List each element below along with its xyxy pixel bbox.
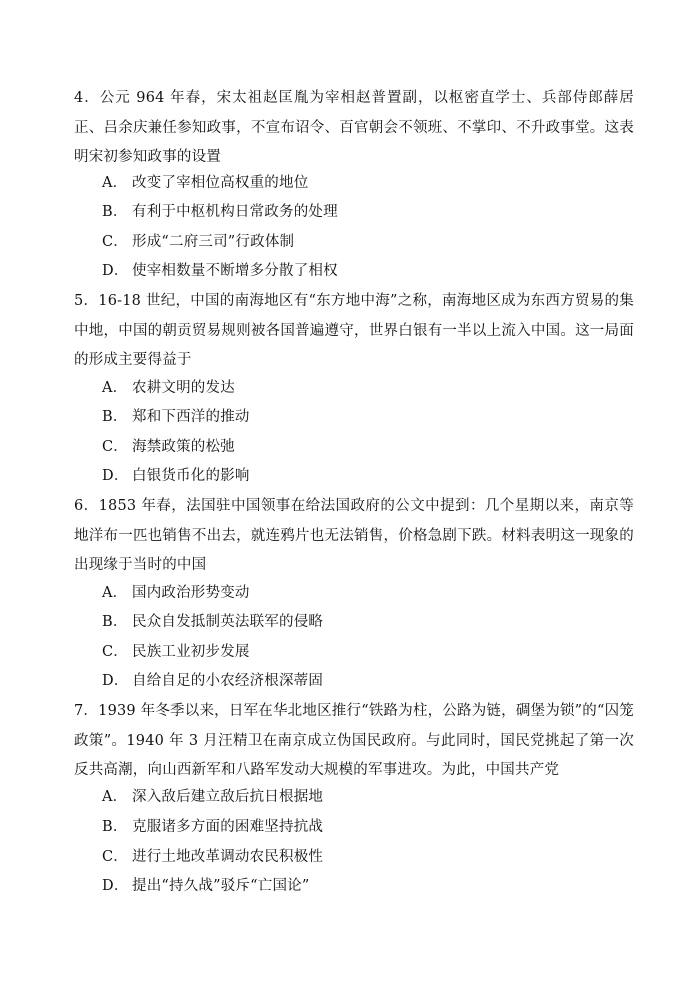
question-4-option-b[interactable] <box>102 202 338 222</box>
option-text: 进行土地改革调动农民积极性 <box>132 849 324 865</box>
question-5-option-b[interactable] <box>102 407 250 427</box>
option-letter: D． <box>102 878 129 894</box>
option-letter: C． <box>102 644 128 660</box>
question-4-number: 4． <box>74 90 100 106</box>
option-text: 形成“二府三司”行政体制 <box>132 234 295 250</box>
question-5-stem <box>74 287 634 376</box>
option-text: 使宰相数量不断增多分散了相权 <box>132 263 338 279</box>
option-letter: C． <box>102 234 128 250</box>
option-letter: D． <box>102 468 129 484</box>
option-text: 海禁政策的松弛 <box>132 439 235 455</box>
option-letter: D． <box>102 263 129 279</box>
question-6-option-d[interactable] <box>102 671 323 691</box>
question-7-option-c[interactable] <box>102 847 323 867</box>
option-letter: D． <box>102 673 129 689</box>
question-7-option-d[interactable] <box>102 876 309 896</box>
question-6-text: 1853 年春，法国驻中国领事在给法国政府的公文中提到：几个星期以来，南京等地洋布一匹也销售不出去，就连鸦片也无法销售，价格急剧下跌。材料表明这一现象的出现缘于当时的中国 <box>74 498 634 573</box>
option-letter: B． <box>102 204 128 220</box>
option-text: 改变了宰相位高权重的地位 <box>132 175 309 191</box>
option-letter: C． <box>102 849 128 865</box>
question-7-option-b[interactable] <box>102 817 323 837</box>
question-5-number: 5． <box>74 293 99 309</box>
option-text: 深入敌后建立敌后抗日根据地 <box>132 789 324 805</box>
question-7-number: 7． <box>74 703 99 719</box>
option-text: 国内政治形势变动 <box>132 585 250 601</box>
option-text: 克服诸多方面的困难坚持抗战 <box>132 819 324 835</box>
question-4-option-c[interactable] <box>102 232 294 252</box>
option-letter: C． <box>102 439 128 455</box>
option-letter: A． <box>102 175 128 191</box>
option-text: 提出“持久战”驳斥“亡国论” <box>132 878 310 894</box>
question-4-option-d[interactable] <box>102 261 338 281</box>
question-5-option-d[interactable] <box>102 466 250 486</box>
question-7-option-a[interactable] <box>102 787 323 807</box>
option-letter: B． <box>102 409 128 425</box>
option-text: 民族工业初步发展 <box>132 644 250 660</box>
question-6-number: 6． <box>74 498 99 514</box>
question-6-stem <box>74 492 634 581</box>
option-text: 农耕文明的发达 <box>132 380 235 396</box>
option-text: 自给自足的小农经济根深蒂固 <box>132 673 324 689</box>
option-letter: A． <box>102 380 128 396</box>
option-letter: A． <box>102 585 128 601</box>
question-6-option-b[interactable] <box>102 612 323 632</box>
question-5-option-c[interactable] <box>102 437 235 457</box>
question-6-option-c[interactable] <box>102 642 250 662</box>
option-text: 白银货币化的影响 <box>132 468 250 484</box>
question-5-text: 16-18 世纪，中国的南海地区有“东方地中海”之称，南海地区成为东西方贸易的集中地，中国的朝贡贸易规则被各国普遍遵守，世界白银有一半以上流入中国。这一局面的形成主要得益于 <box>74 293 634 368</box>
option-text: 民众自发抵制英法联军的侵略 <box>132 614 324 630</box>
option-letter: B． <box>102 614 128 630</box>
question-7-text: 1939 年冬季以来，日军在华北地区推行“铁路为柱，公路为链，碉堡为锁”的“囚笼政策”。1940 年 3 月汪精卫在南京成立伪国民政府。与此同时，国民党挑起了第一次反共高潮，向山西新军和八路军发动大规模的军事进攻。为此，中国共产党 <box>74 703 634 778</box>
option-letter: B． <box>102 819 128 835</box>
question-7-stem <box>74 697 634 786</box>
question-6-option-a[interactable] <box>102 583 250 603</box>
question-4-stem <box>74 84 634 173</box>
question-4-text: 公元 964 年春，宋太祖赵匡胤为宰相赵普置副，以枢密直学士、兵部侍郎薛居正、吕余庆兼任参知政事，不宣布诏令、百官朝会不领班、不掌印、不升政事堂。这表明宋初参知政事的设置 <box>74 90 634 165</box>
option-text: 有利于中枢机构日常政务的处理 <box>132 204 338 220</box>
question-5-option-a[interactable] <box>102 378 235 398</box>
option-letter: A． <box>102 789 128 805</box>
option-text: 郑和下西洋的推动 <box>132 409 250 425</box>
question-4-option-a[interactable] <box>102 173 308 193</box>
